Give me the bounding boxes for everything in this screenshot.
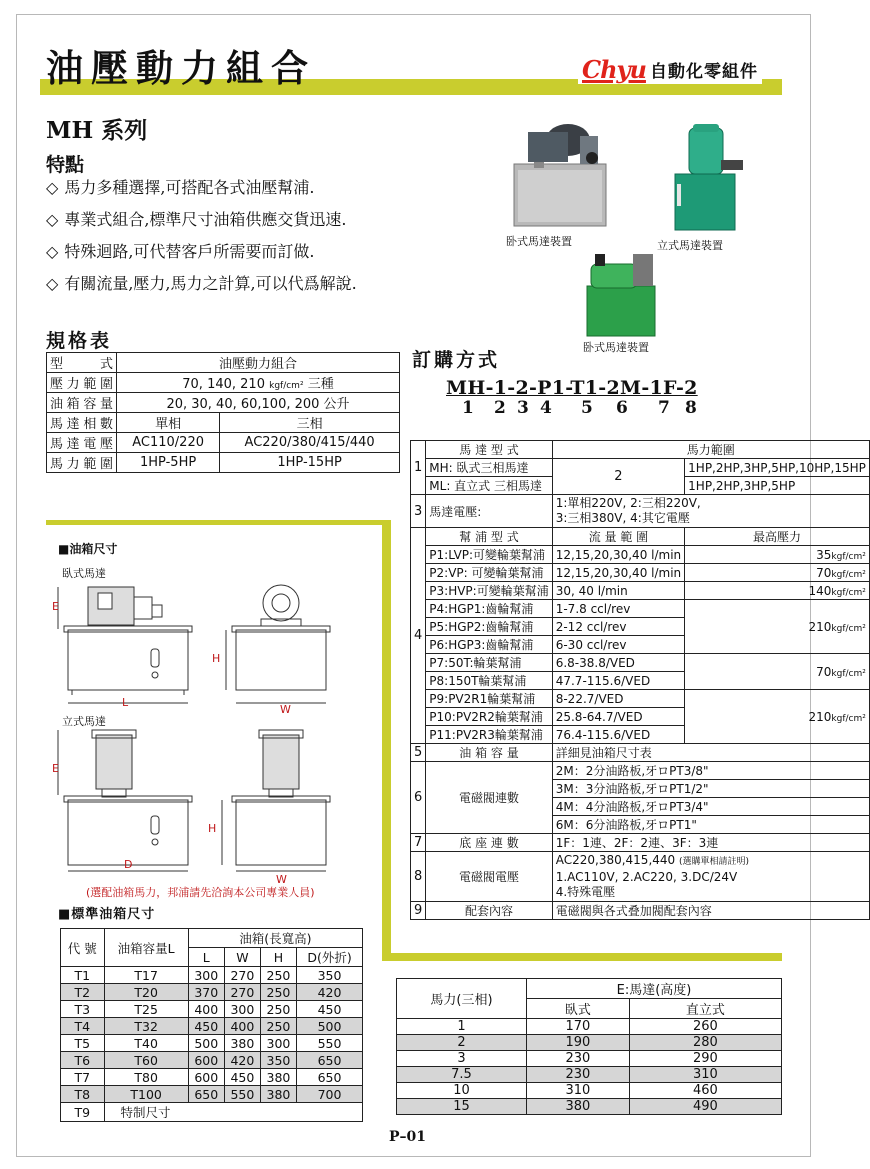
table-header-row: 馬力(三相) E:馬達(高度)	[397, 979, 782, 999]
spec-key: 型 式	[47, 353, 117, 373]
accent-divider	[382, 520, 391, 960]
accent-divider	[382, 953, 782, 961]
drawing-label: 臥式馬達	[62, 567, 106, 580]
table-row: P2:VP: 可變輪葉幫浦 12,15,20,30,40 l/min 70kgf/cm²	[411, 564, 870, 582]
table-row: 8 電磁閥電壓 AC220,380,415,440 (選購單相請註明) 1.AC110V, 2.AC220, 3.DC/24V 4.特殊電壓	[411, 852, 870, 902]
code-position: 8	[685, 398, 697, 418]
diamond-bullet-icon: ◇	[46, 210, 59, 229]
table-row: 1 馬 達 型 式 馬力範圍	[411, 441, 870, 459]
tank-dimension-drawing	[50, 575, 340, 885]
tank-drawing-title: ■油箱尺寸	[58, 542, 118, 556]
table-row: T6 T60 600 420 350 650	[61, 1052, 363, 1069]
std-tank-table	[60, 928, 363, 1122]
table-header: 馬力範圍	[552, 441, 869, 459]
tank-note: (選配油箱馬力，邦浦請先洽詢本公司專業人員)	[86, 886, 315, 899]
table-row: 3M：3分油路板,牙ロPT1/2"	[411, 780, 870, 798]
table-row: 6M：6分油路板,牙ロPT1"	[411, 816, 870, 834]
spec-value: 1HP-15HP	[220, 453, 400, 473]
dim-label: W	[280, 703, 291, 716]
motor-height-table	[396, 978, 782, 1115]
table-row: 6 電磁閥連數 2M：2分油路板,牙ロPT3/8"	[411, 762, 870, 780]
diamond-bullet-icon: ◇	[46, 274, 59, 293]
table-row: ML: 直立式 三相馬達 1HP,2HP,3HP,5HP	[411, 477, 870, 495]
spec-table-title: 規格表	[46, 330, 113, 352]
ordering-title: 訂購方式	[412, 349, 501, 371]
code-position: 4	[540, 398, 552, 418]
table-row: T9 特制尺寸	[61, 1103, 363, 1122]
table-row: P9:PV2R1輪葉幫浦 8-22.7/VED 210kgf/cm²	[411, 690, 870, 708]
spec-value: 單相	[117, 413, 220, 433]
spec-value: 油壓動力組合	[117, 353, 400, 373]
table-row: P10:PV2R2輪葉幫浦 25.8-64.7/VED	[411, 708, 870, 726]
spec-key: 壓力範圍	[47, 373, 117, 393]
diamond-bullet-icon: ◇	[46, 242, 59, 261]
table-header: 馬 達 型 式	[426, 441, 552, 459]
table-row	[47, 413, 400, 433]
table-row: 10 310 460	[397, 1083, 782, 1099]
table-row	[47, 353, 400, 373]
table-row: 1 170 260	[397, 1019, 782, 1035]
dim-label: H	[212, 652, 221, 665]
table-row: P7:50T:輪葉幫浦 6.8-38.8/VED 70kgf/cm²	[411, 654, 870, 672]
table-row: 9 配套內容 電磁閥與各式叠加閥配套內容	[411, 902, 870, 920]
features-title: 特點	[46, 154, 85, 176]
table-row: T2 T20 370 270 250 420	[61, 984, 363, 1001]
table-row	[47, 393, 400, 413]
table-row: 15 380 490	[397, 1099, 782, 1115]
table-row: P8:150T輪葉幫浦 47.7-115.6/VED	[411, 672, 870, 690]
code-position: 5	[581, 398, 593, 418]
spec-key: 油箱容量	[47, 393, 117, 413]
series-title: MH 系列	[46, 117, 148, 144]
photo-caption: 卧式馬達裝置	[583, 341, 649, 354]
vertical-unit-photo	[663, 122, 749, 234]
code-position: 1	[462, 398, 474, 418]
table-row: 2 190 280	[397, 1035, 782, 1051]
photo-caption: 卧式馬達裝置	[506, 235, 572, 248]
feature-item: ◇ 特殊迴路,可代替客戶所需要而訂做.	[46, 242, 315, 261]
dim-label: D	[124, 858, 133, 871]
features-list	[46, 178, 357, 306]
diamond-bullet-icon: ◇	[46, 178, 59, 197]
ordering-table	[410, 440, 870, 920]
table-row: 7 底 座 連 數 1F：1連、2F：2連、3F：3連	[411, 834, 870, 852]
accent-divider	[46, 520, 391, 525]
spec-value: AC220/380/415/440	[220, 433, 400, 453]
dim-label: E	[52, 762, 59, 775]
table-row: P1:LVP:可變輪葉幫浦 12,15,20,30,40 l/min 35kgf/cm²	[411, 546, 870, 564]
table-row: 7.5 230 310	[397, 1067, 782, 1083]
drawing-label: 立式馬達	[62, 715, 106, 728]
code-position: 2	[494, 398, 506, 418]
table-row	[47, 433, 400, 453]
table-row: P3:HVP:可變輪葉幫浦 30, 40 l/min 140kgf/cm²	[411, 582, 870, 600]
table-row: T1 T17 300 270 250 350	[61, 967, 363, 984]
feature-item: ◇ 有關流量,壓力,馬力之計算,可以代爲解說.	[46, 274, 357, 293]
page-number: P–01	[389, 1129, 427, 1145]
spec-key: 馬達電壓	[47, 433, 117, 453]
code-position: 3	[517, 398, 529, 418]
table-row: 5 油 箱 容 量 詳細見油箱尺寸表	[411, 744, 870, 762]
table-header: 幫 浦 型 式	[426, 528, 552, 546]
table-row: 4M：4分油路板,牙ロPT3/4"	[411, 798, 870, 816]
spec-key: 馬力範圍	[47, 453, 117, 473]
table-row: MH: 臥式三相馬達 2 1HP,2HP,3HP,5HP,10HP,15HP	[411, 459, 870, 477]
table-row: T4 T32 450 400 250 500	[61, 1018, 363, 1035]
brand	[578, 55, 762, 84]
spec-value: 20, 30, 40, 60,100, 200 公升	[117, 393, 400, 413]
table-row: 3 馬達電壓: 1:單相220V, 2:三相220V, 3:三相380V, 4:其它電壓	[411, 495, 870, 528]
table-row: 4 幫 浦 型 式 流 量 範 圍 最高壓力	[411, 528, 870, 546]
table-row: P5:HGP2:齒輪幫浦 2-12 ccl/rev	[411, 618, 870, 636]
table-row: P11:PV2R3輪葉幫浦 76.4-115.6/VED	[411, 726, 870, 744]
spec-value: 三相	[220, 413, 400, 433]
table-row	[47, 453, 400, 473]
table-row: T5 T40 500 380 300 550	[61, 1035, 363, 1052]
photo-caption: 立式馬達裝置	[657, 239, 723, 252]
ordering-position-numbers	[446, 398, 706, 416]
spec-key: 馬達相數	[47, 413, 117, 433]
spec-value: 1HP-5HP	[117, 453, 220, 473]
brand-text: 自動化零組件	[649, 62, 758, 82]
dim-label: E	[52, 600, 59, 613]
table-row: T3 T25 400 300 250 450	[61, 1001, 363, 1018]
spec-value: 70, 140, 210 kgf/cm² 三種	[117, 373, 400, 393]
dim-label: L	[122, 696, 129, 709]
dim-label: W	[276, 873, 287, 886]
brand-logo: Chyu	[582, 55, 646, 84]
feature-item: ◇ 馬力多種選擇,可搭配各式油壓幫浦.	[46, 178, 315, 197]
table-header-row: L W H D(外折)	[61, 948, 363, 967]
horizontal-unit-photo	[508, 118, 610, 230]
table-header: 流 量 範 圍	[552, 528, 684, 546]
ordering-code: MH-1-2-P1-T1-2M-1F-2	[446, 377, 698, 399]
horizontal-unit-photo-2	[583, 248, 659, 340]
table-row: T8 T100 650 550 380 700	[61, 1086, 363, 1103]
table-row	[47, 373, 400, 393]
table-row: P6:HGP3:齒輪幫浦 6-30 ccl/rev	[411, 636, 870, 654]
table-header-row: 臥式 直立式	[397, 999, 782, 1019]
feature-item: ◇ 專業式組合,標準尺寸油箱供應交貨迅速.	[46, 210, 347, 229]
code-position: 6	[616, 398, 628, 418]
std-tank-title: ■標準油箱尺寸	[58, 907, 156, 922]
table-row: P4:HGP1:齒輪幫浦 1-7.8 ccl/rev 210kgf/cm²	[411, 600, 870, 618]
page-title: 油壓動力組合	[46, 47, 316, 90]
dim-label: H	[208, 822, 217, 835]
code-position: 7	[658, 398, 670, 418]
table-header: 最高壓力	[685, 528, 870, 546]
table-row: 3 230 290	[397, 1051, 782, 1067]
spec-table	[46, 352, 400, 473]
table-row: T7 T80 600 450 380 650	[61, 1069, 363, 1086]
table-header-row: 代 號 油箱容量L 油箱(長寬高)	[61, 929, 363, 948]
spec-value: AC110/220	[117, 433, 220, 453]
